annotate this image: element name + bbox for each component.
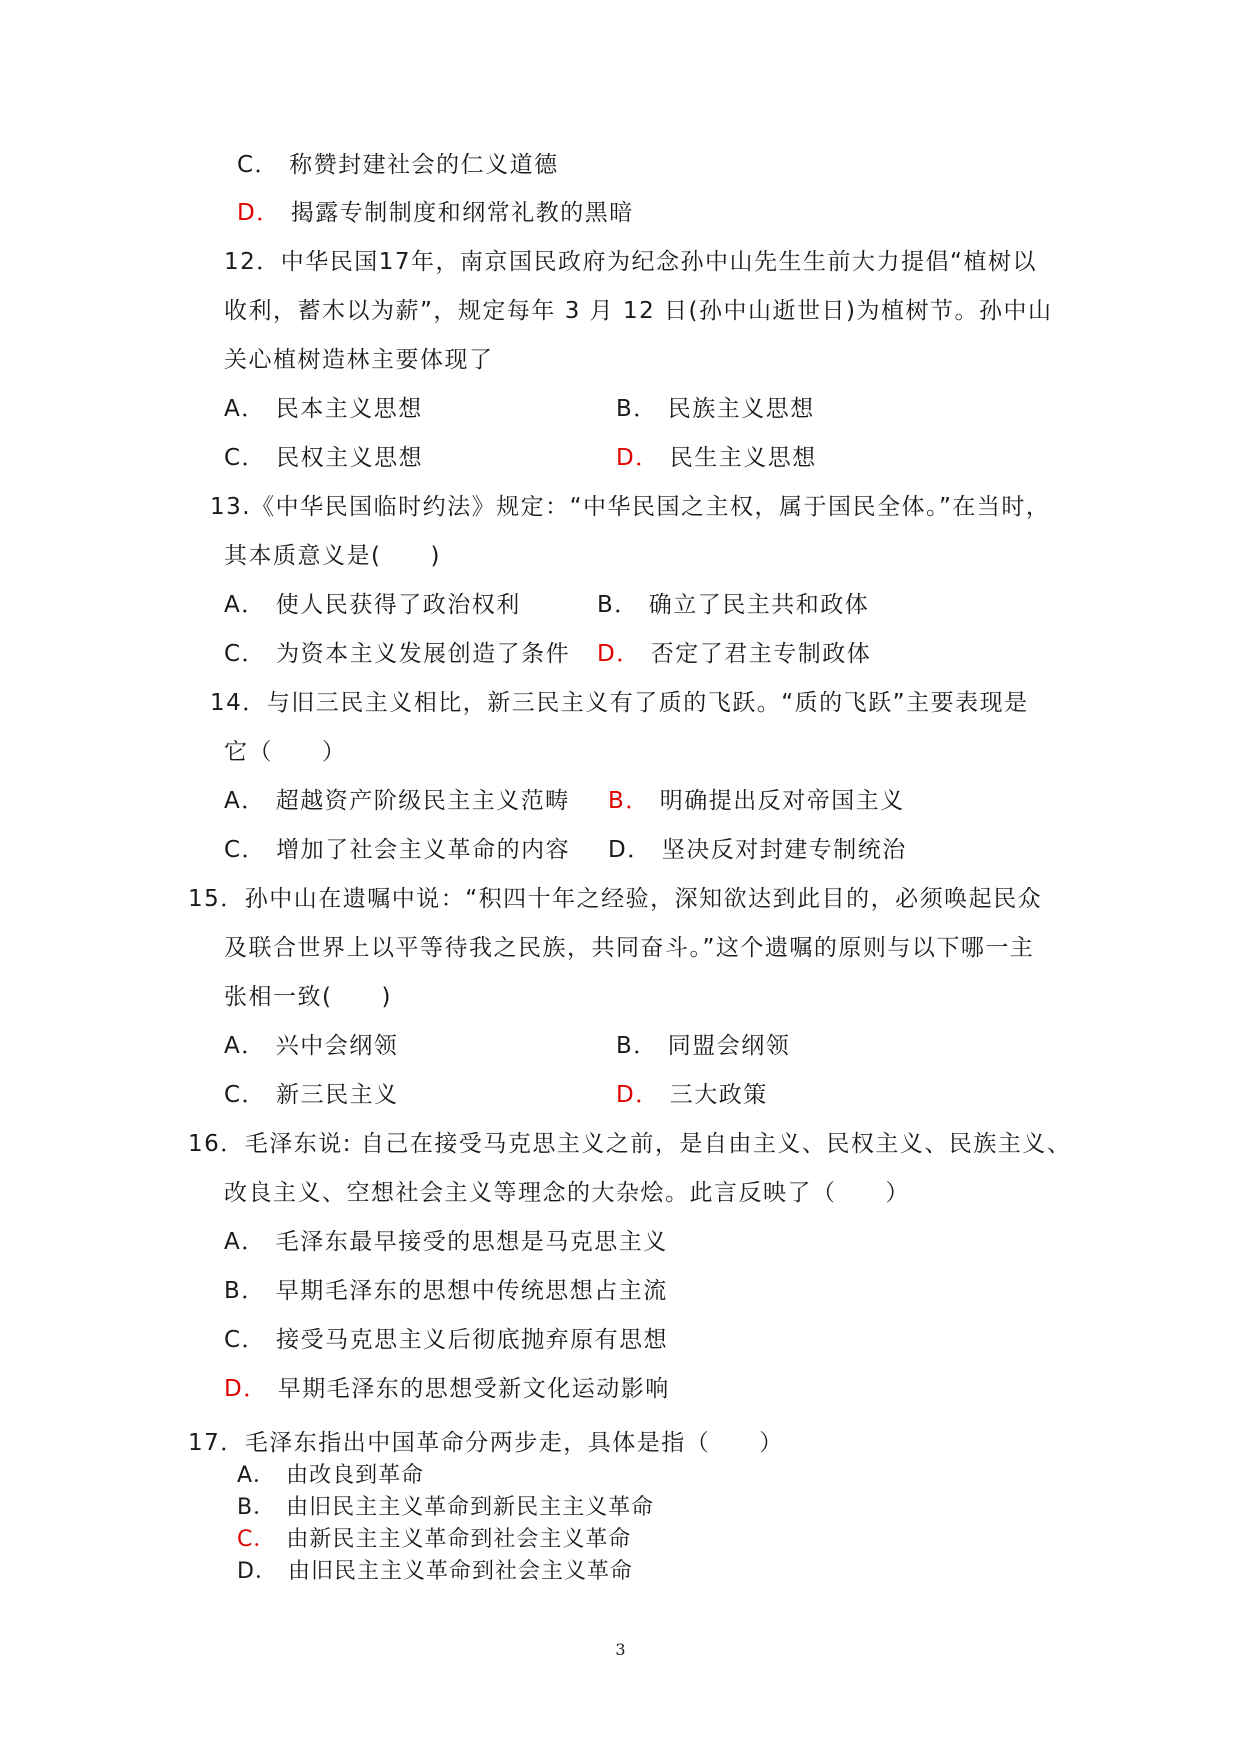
- q16-option-d: [224, 1374, 670, 1404]
- option-text: 否定了君主专制政体: [650, 641, 872, 667]
- option-letter: C．: [224, 641, 267, 667]
- q17-option-a: [237, 1462, 424, 1490]
- q16-line-1: 16．毛泽东说: 自己在接受马克思主义之前，是自由主义、民权主义、民族主义、: [188, 1131, 1072, 1157]
- option-letter-correct: C．: [237, 1527, 277, 1552]
- q17-option-b: [237, 1494, 654, 1522]
- option-text: 由旧民主主义革命到新民主主义革命: [286, 1495, 655, 1520]
- q12-option-d: [616, 443, 817, 473]
- option-letter-correct: D．: [616, 1082, 660, 1108]
- q15-option-c: [224, 1080, 399, 1110]
- q14-option-d: [608, 835, 907, 865]
- option-letter: A．: [224, 1229, 266, 1255]
- q17-line-1: 17．毛泽东指出中国革命分两步走，具体是指（ ）: [188, 1430, 784, 1456]
- option-letter: B．: [616, 1033, 658, 1059]
- option-text: 三大政策: [669, 1082, 768, 1108]
- option-text: 使人民获得了政治权利: [275, 592, 521, 618]
- q12-line-3: 关心植树造林主要体现了: [224, 347, 494, 373]
- page-number: 3: [615, 1640, 626, 1659]
- q16-option-c: [224, 1325, 668, 1355]
- option-letter: C．: [224, 1082, 267, 1108]
- q12-line-1: 12．中华民国17年，南京国民政府为纪念孙中山先生生前大力提倡“植树以: [224, 249, 1037, 275]
- option-letter-correct: D．: [597, 641, 641, 667]
- option-letter: B．: [597, 592, 639, 618]
- q13-line-2: 其本质意义是( ): [224, 543, 441, 569]
- q17-option-d: [237, 1558, 633, 1586]
- q13-line-1: 13.《中华民国临时约法》规定：“中华民国之主权，属于国民全体。”在当时，: [210, 494, 1051, 520]
- option-letter: B．: [616, 396, 658, 422]
- option-text: 为资本主义发展创造了条件: [276, 641, 571, 667]
- option-letter: C．: [224, 445, 267, 471]
- option-text: 新三民主义: [276, 1082, 399, 1108]
- option-text: 民权主义思想: [276, 445, 424, 471]
- option-text: 民族主义思想: [667, 396, 815, 422]
- q12-option-b: [616, 394, 815, 424]
- q15-option-a: [224, 1031, 398, 1061]
- option-letter: C．: [237, 152, 280, 178]
- option-text: 民本主义思想: [275, 396, 423, 422]
- q14-option-a: [224, 786, 570, 816]
- option-text: 毛泽东最早接受的思想是马克思主义: [275, 1229, 668, 1255]
- q14-option-b: [608, 786, 905, 816]
- q13-option-a: [224, 590, 521, 620]
- q13-option-d: [597, 639, 871, 669]
- option-letter: A．: [224, 1033, 266, 1059]
- q14-option-c: [224, 835, 570, 865]
- option-letter: A．: [224, 396, 266, 422]
- option-letter: C．: [224, 837, 267, 863]
- q15-option-d: [616, 1080, 768, 1110]
- q14-line-1: 14．与旧三民主义相比，新三民主义有了质的飞跃。“质的飞跃”主要表现是: [210, 690, 1029, 716]
- q16-option-a: [224, 1227, 668, 1257]
- option-letter: B．: [224, 1278, 266, 1304]
- q14-line-2: 它（ ）: [224, 739, 347, 765]
- option-text: 增加了社会主义革命的内容: [276, 837, 571, 863]
- q12-line-2: 收利，蓄木以为薪”，规定每年 3 月 12 日(孙中山逝世日)为植树节。孙中山: [224, 298, 1053, 324]
- option-letter: A．: [224, 592, 266, 618]
- option-letter: A．: [237, 1463, 277, 1488]
- option-letter: A．: [224, 788, 266, 814]
- option-text: 称赞封建社会的仁义道德: [289, 152, 559, 178]
- option-letter-correct: B．: [608, 788, 650, 814]
- option-letter-correct: D．: [237, 200, 281, 226]
- option-text: 民生主义思想: [669, 445, 817, 471]
- option-letter: D．: [237, 1559, 278, 1584]
- option-text: 坚决反对封建专制统治: [661, 837, 907, 863]
- option-letter: B．: [237, 1495, 277, 1520]
- top-option-c: [237, 150, 559, 180]
- q16-line-2: 改良主义、空想社会主义等理念的大杂烩。此言反映了（ ）: [224, 1180, 910, 1206]
- q17-option-c: [237, 1526, 631, 1554]
- option-text: 早期毛泽东的思想受新文化运动影响: [277, 1376, 670, 1402]
- option-text: 明确提出反对帝国主义: [659, 788, 905, 814]
- q13-option-b: [597, 590, 869, 620]
- q13-option-c: [224, 639, 570, 669]
- option-text: 由旧民主主义革命到社会主义革命: [287, 1559, 633, 1584]
- option-text: 兴中会纲领: [275, 1033, 399, 1059]
- q15-option-b: [616, 1031, 790, 1061]
- option-text: 早期毛泽东的思想中传统思想占主流: [275, 1278, 668, 1304]
- option-text: 同盟会纲领: [667, 1033, 791, 1059]
- option-text: 由改良到革命: [286, 1463, 425, 1488]
- option-letter-correct: D．: [224, 1376, 268, 1402]
- option-letter-correct: D．: [616, 445, 660, 471]
- q16-option-b: [224, 1276, 668, 1306]
- option-text: 揭露专制制度和纲常礼教的黑暗: [290, 200, 634, 226]
- top-option-d: [237, 198, 634, 228]
- q15-line-2: 及联合世界上以平等待我之民族，共同奋斗。”这个遗嘱的原则与以下哪一主: [224, 935, 1035, 961]
- q12-option-c: [224, 443, 423, 473]
- q15-line-3: 张相一致( ): [224, 984, 392, 1010]
- q12-option-a: [224, 394, 423, 424]
- option-letter: C．: [224, 1327, 267, 1353]
- option-text: 确立了民主共和政体: [648, 592, 870, 618]
- option-letter: D．: [608, 837, 652, 863]
- option-text: 接受马克思主义后彻底抛弃原有思想: [276, 1327, 669, 1353]
- option-text: 由新民主主义革命到社会主义革命: [286, 1527, 632, 1552]
- option-text: 超越资产阶级民主主义范畴: [275, 788, 570, 814]
- q15-line-1: 15．孙中山在遗嘱中说：“积四十年之经验，深知欲达到此目的，必须唤起民众: [188, 886, 1043, 912]
